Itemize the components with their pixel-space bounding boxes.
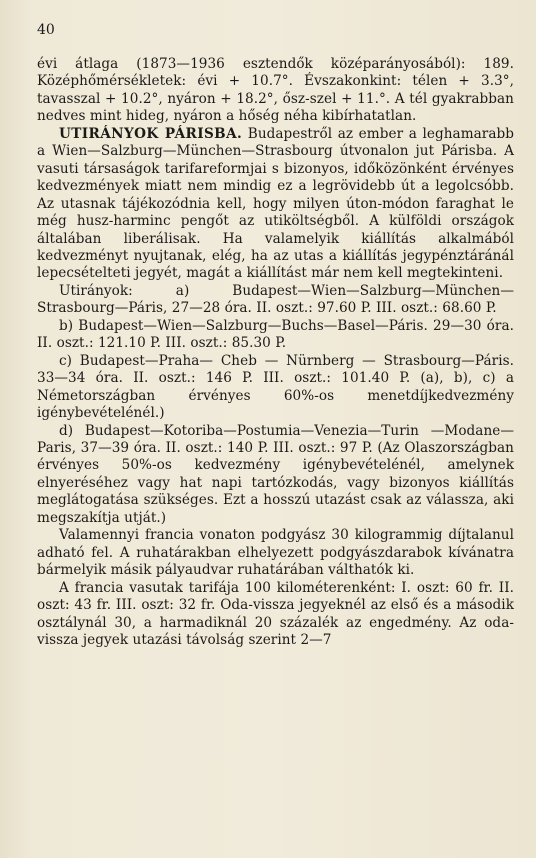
routes-intro-paragraph [37, 126, 514, 283]
climate-paragraph: évi átlaga (1873—1936 esztendők középarányosából): 189. Középhőmérsékletek: évi + 10.7°. Évszakonkint: télen + 3.3°, tavasszal + 10.2°, nyáron + 18.2°, ősz-szel + 11.°. A tél gyakrabban nedves mint hideg, nyáron a hőség néha kibírhatatlan. [37, 56, 514, 125]
luggage-paragraph: Valamennyi francia vonaton podgyász 30 kilogrammig díjtalanul adható fel. A ruhatárakban elhelyezett podgyászdarabok kívánatra bármelyik másik pályaudvar ruhatárában válthatók ki. [37, 527, 514, 579]
route-c-paragraph: c) Budapest—Praha— Cheb — Nürnberg — Strasbourg—Páris. 33—34 óra. II. oszt.: 146 P. III. oszt.: 101.40 P. (a), b), c) a Németországban érvényes 60%-os menetdíjkedvezmény igénybevételénél.) [37, 352, 514, 422]
section-heading: UTIRÁNYOK PÁRISBA. [59, 125, 243, 142]
body-text [37, 56, 514, 649]
tariff-paragraph: A francia vasutak tarifája 100 kilométerenként: I. oszt: 60 fr. II. oszt: 43 fr. III. oszt: 32 fr. Oda-vissza jegyeknél az első és a második osztálynál 30, a harmadiknál 20 százalék az engedmény. Az oda-vissza jegyek utazási távolság szerint 2—7 [37, 579, 514, 648]
route-b-paragraph: b) Budapest—Wien—Salzburg—Buchs—Basel—Páris. 29—30 óra. II. oszt.: 121.10 P. III. oszt.: 85.30 P. [37, 317, 514, 352]
route-d-paragraph: d) Budapest—Kotoriba—Postumia—Venezia—Turin —Modane—Paris, 37—39 óra. II. oszt.: 140 P. III. oszt.: 97 P. (Az Olaszországban érvényes 50%-os kedvezmény igénybevételénél, amelynek elnyeréséhez vagy hat napi tartózkodás, vagy bizonyos kiállítás meglátogatása szükséges. Ezt a hosszú utazást csak az válassza, aki megszakítja utját.) [37, 422, 514, 526]
page-number: 40 [37, 22, 55, 38]
route-a-paragraph: Utirányok: a) Budapest—Wien—Salzburg—München—Strasbourg—Páris, 27—28 óra. II. oszt.: 97.60 P. III. oszt.: 68.60 P. [37, 282, 514, 317]
routes-intro-text: Budapestről az ember a leghamarabb a Wien—Salzburg—München—Strasbourg útvonalon jut Párisba. A vasuti társaságok tarifareformjai s bizonyos, időközönként érvényes kedvezmények miatt nem mindig ez a legrövidebb út a legolcsóbb. Az utasnak tájékozódnia kell, hogy milyen úton-módon faraghat le még husz-harminc pengőt az utiköltségből. A külföldi országok általában liberálisak. Ha valamelyik kiállítás alkalmából kedvezményt nyujtanak, elég, ha az utas a kiállítás jegypénztáránál lepecsételteti jegyét, magát a kiállítást már nem kell megtekinteni. [37, 125, 514, 282]
